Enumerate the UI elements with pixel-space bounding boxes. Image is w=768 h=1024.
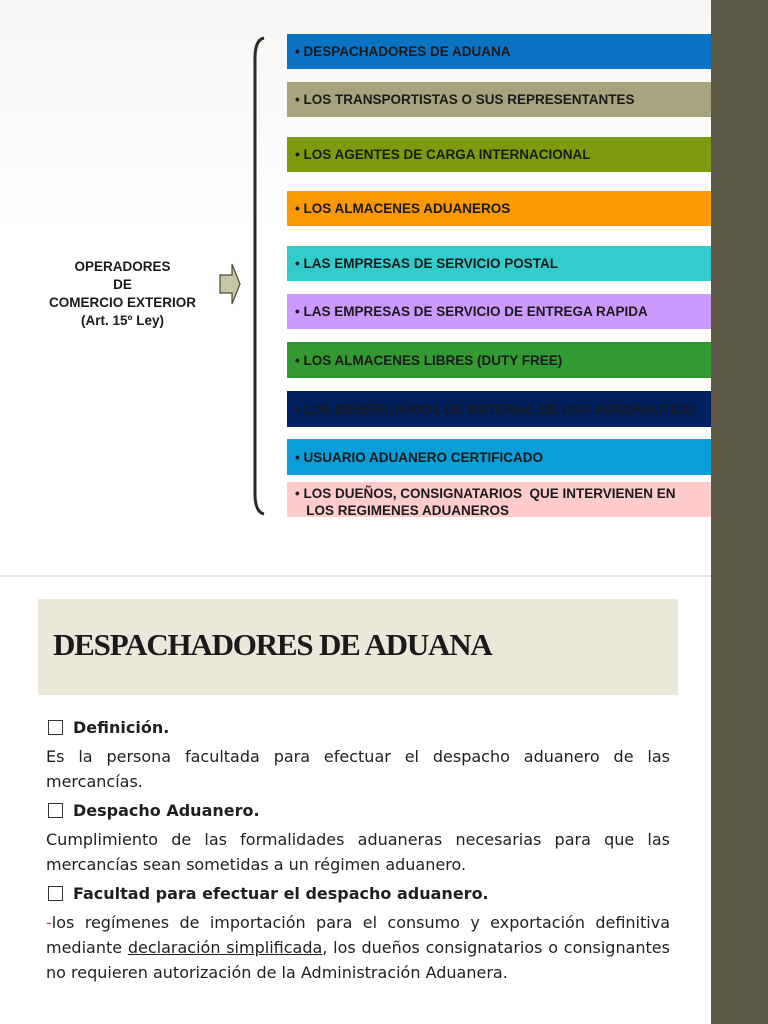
operator-item: • USUARIO ADUANERO CERTIFICADO	[287, 439, 735, 475]
despacho-heading	[46, 798, 670, 822]
facultad-text-part1: los regímenes de importación para el consumo y exportación definitiva mediante	[46, 913, 670, 957]
operator-item: • LOS ALMACENES ADUANEROS	[287, 191, 735, 226]
facultad-underlined-term: declaración simplificada	[127, 938, 323, 957]
bracket-brace	[250, 36, 266, 516]
operator-item: • LOS AGENTES DE CARGA INTERNACIONAL	[287, 137, 735, 172]
slide-title: DESPACHADORES DE ADUANA	[53, 627, 492, 662]
operator-item: • LOS ALMACENES LIBRES (DUTY FREE)	[287, 342, 735, 378]
facultad-heading-text: Facultad para efectuar el despacho aduanero.	[73, 883, 489, 903]
facultad-dash: -	[46, 913, 52, 932]
facultad-text-part2: , los dueños consignatarios o consignantes no requieren autorización de la Administración Aduanera.	[46, 938, 670, 982]
checkbox-bullet-icon	[48, 886, 63, 901]
facultad-heading	[46, 881, 670, 905]
despacho-text: Cumplimiento de las formalidades aduaneras necesarias para que las mercancías sean sometidas a un régimen aduanero.	[46, 830, 670, 874]
definicion-heading	[46, 715, 670, 739]
definicion-heading-text: Definición.	[73, 717, 170, 737]
facultad-text	[46, 910, 670, 985]
definicion-text: Es la persona facultada para efectuar el despacho aduanero de las mercancías.	[46, 747, 670, 791]
operators-label: OPERADORES DE COMERCIO EXTERIOR (Art. 15º Ley)	[48, 259, 196, 328]
operator-item: • LOS BENEFICIARIOS DE MATERIAL DE USO AERONAUTICO	[287, 391, 735, 427]
operator-item: • LOS TRANSPORTISTAS O SUS REPRESENTANTES	[287, 82, 735, 117]
slide-despachadores	[0, 577, 768, 1024]
operator-item: • DESPACHADORES DE ADUANA	[287, 34, 735, 69]
checkbox-bullet-icon	[48, 803, 63, 818]
title-band	[38, 599, 678, 695]
operator-item: • LOS DUEÑOS, CONSIGNATARIOS QUE INTERVIENEN EN LOS REGIMENES ADUANEROS	[287, 482, 735, 517]
despacho-heading-text: Despacho Aduanero.	[73, 800, 260, 820]
operator-item: • LAS EMPRESAS DE SERVICIO POSTAL	[287, 246, 735, 281]
operator-item: • LAS EMPRESAS DE SERVICIO DE ENTREGA RAPIDA	[287, 294, 735, 329]
checkbox-bullet-icon	[48, 720, 63, 735]
right-sidebar	[711, 0, 768, 1024]
right-arrow-icon	[219, 262, 241, 306]
slide-content	[46, 715, 670, 989]
